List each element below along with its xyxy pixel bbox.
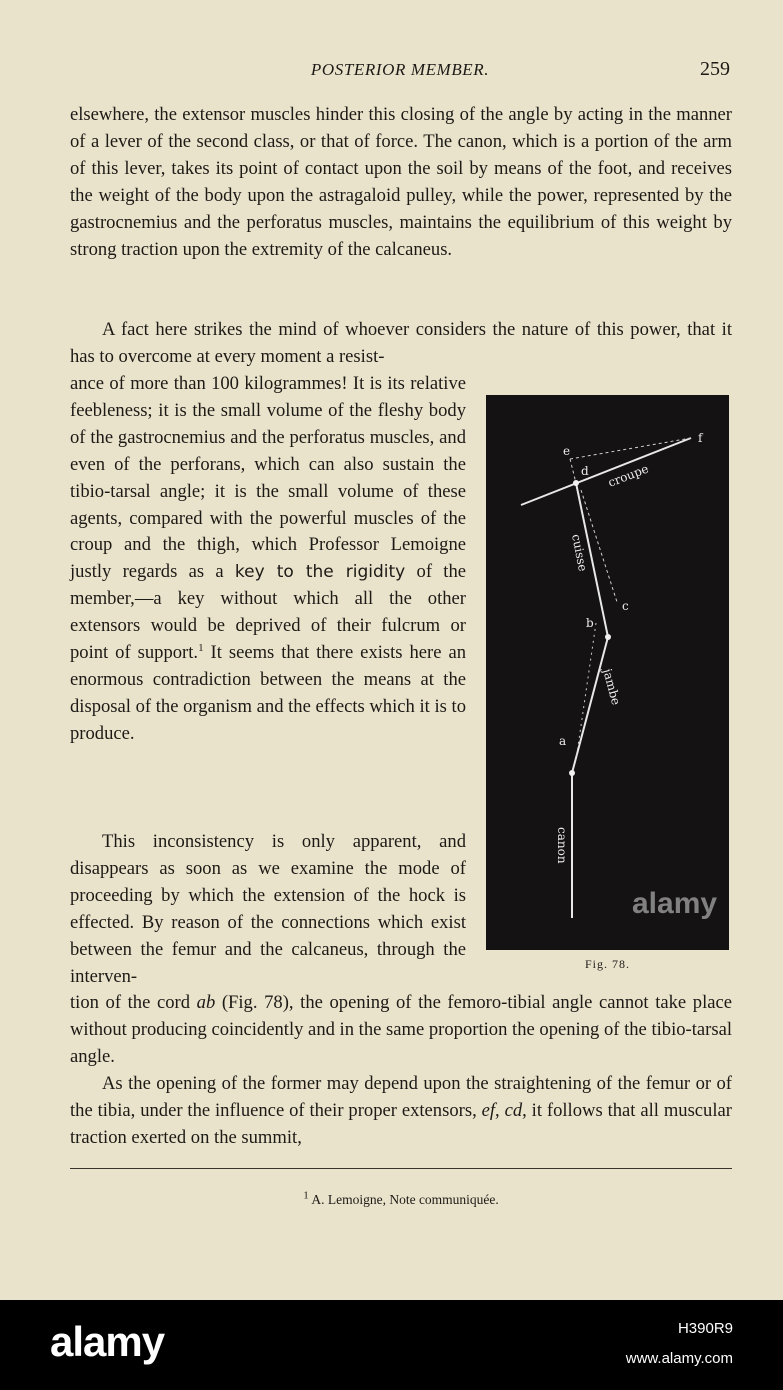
label-cuisse: cuisse [569,532,590,573]
comma: , [495,1099,500,1121]
paragraph-3-text-b: (Fig. 78), the opening of the femoro-tibial angle cannot take place without producing coincidently and in the same proportion the opening of the tibio-tarsal angle. [70,992,732,1067]
label-d: d [581,464,589,478]
dashed-line-ef [570,438,691,459]
paragraph-4-text-b: , it follows that all muscular traction exerted on the summit, [70,1099,732,1148]
label-f: f [698,431,703,445]
paragraph-4 [70,1071,732,1152]
label-canon: canon [555,827,569,864]
alamy-logo: alamy [50,1318,165,1365]
paragraph-2-text-c: It seems that there exists here an enormous contradiction between the means at the disposal of the organism and the effects which it is to produce. [70,642,466,744]
label-jambe: jambe [600,667,624,707]
cord-ab: ab [196,992,216,1013]
label-b: b [586,616,594,630]
dashed-line-ed [570,459,576,483]
joint-a [569,770,575,776]
label-e: e [563,444,571,458]
footnote-divider [70,1168,732,1169]
dashed-line-dc [581,490,617,602]
paragraph-2-text-a: ance of more than 100 kilogrammes! It is its relative feebleness; it is the small volume of the fleshy body of the gastrocnemius and the perforatus muscles, and even of the perforans, which can also sustain the tibio-tarsal angle; it is the small volume of these agents, compared with the powerful muscles of the croup and the thigh, which Professor Lemoigne justly regards as a [70,373,466,583]
figure-78 [486,395,729,950]
paragraph-3-text-a: tion of the cord [70,992,191,1013]
image-id: H390R9 [677,1320,733,1337]
running-title: POSTERIOR MEMBER. [310,60,490,79]
footnote-mark: 1 [303,1189,309,1202]
paragraph-1: elsewhere, the extensor muscles hinder this closing of the angle by acting in the manner of a lever of the second class, or that of force. The canon, which is a portion of the arm of this lever, takes its point of contact upon the soil by means of the foot, and receives the weight of the body upon the astragaloid pulley, while the power, represented by the gastrocnemius and the perforatus muscles, maintains the equilibrium of this weight by strong traction upon the extremity of the calcaneus. [70,104,732,260]
figure-diagram [486,395,729,950]
key-phrase: key to the rigidity [234,562,406,583]
label-c: c [622,599,629,613]
croup-line [521,438,691,505]
footnote-text: A. Lemoigne, Note communiquée. [311,1192,499,1207]
paragraph-4-text-a: As the opening of the former may depend upon the straightening of the femur or of the tibia, under the influence of their proper extensors, [70,1073,732,1121]
extensor-ef: ef [481,1099,496,1121]
tibia-line [572,637,608,773]
joint-b [605,634,611,640]
paragraph-3-continued [70,990,732,1071]
paragraph-2-opening: A fact here strikes the mind of whoever considers the nature of this power, that it has to overcome at every moment a resist- [70,319,732,367]
page-header [70,58,730,84]
watermark-overlay: alamy [632,887,718,920]
site-url: www.alamy.com [625,1350,733,1367]
paragraph-3: This inconsistency is only apparent, and disappears as soon as we examine the mode of proceeding by which the extension of the hock is effected. By reason of the connections which exist between the femur and the calcaneus, through the interven- [70,831,466,987]
footnote-reference: 1 [198,641,204,654]
paragraph-2-continued [70,371,466,748]
figure-caption: Fig. 78. [584,957,630,971]
label-croupe: croupe [606,461,651,490]
footnote [70,1189,732,1208]
paragraph-2-text-b: of the member,—a key without which all the other extensors would be deprived of their fulcrum or point of support. [70,561,467,664]
extensor-cd: cd [504,1099,523,1121]
label-a: a [559,734,567,748]
page-number: 259 [700,58,730,80]
joint-d [573,480,579,486]
